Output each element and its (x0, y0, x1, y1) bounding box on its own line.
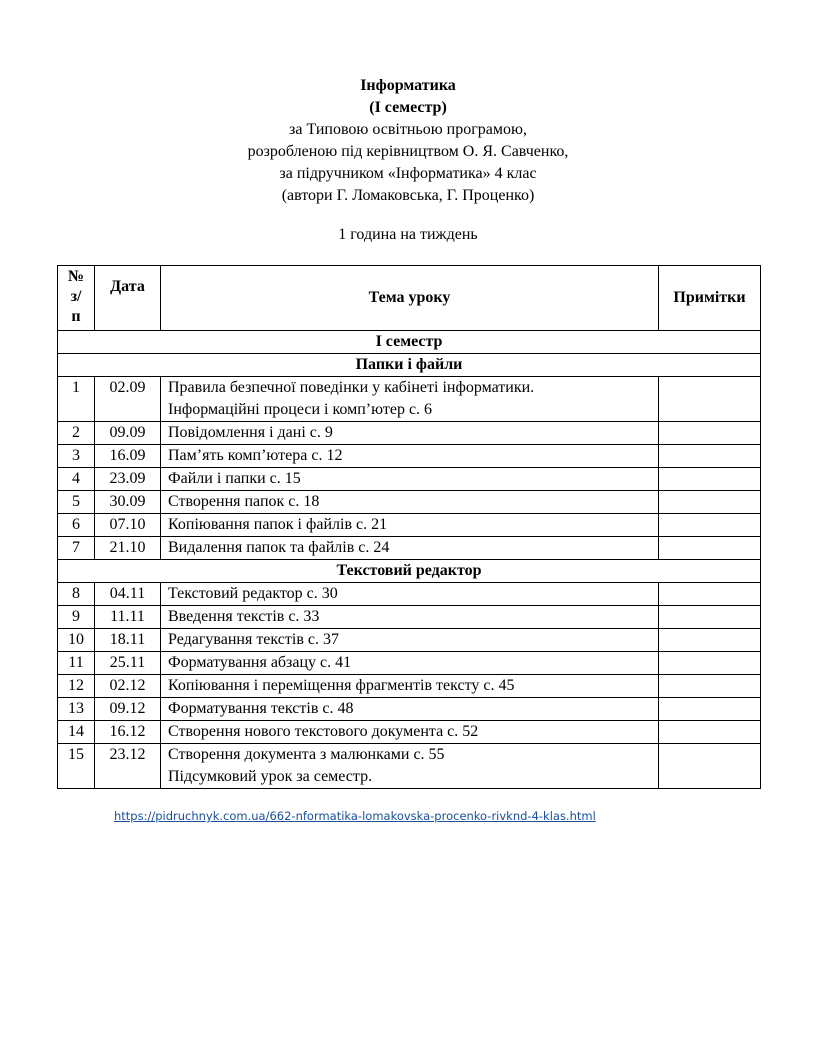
lesson-topic (161, 721, 659, 744)
lesson-topic (161, 377, 659, 422)
lesson-date: 16.09 (95, 445, 161, 468)
column-header-topic: Тема уроку (161, 266, 659, 331)
lesson-number: 11 (58, 652, 95, 675)
lesson-notes (659, 445, 761, 468)
lesson-notes (659, 744, 761, 789)
lesson-topic-line: Створення нового текстового документа с. 52 (168, 723, 479, 740)
lesson-number: 7 (58, 537, 95, 560)
table-row (58, 583, 761, 606)
lesson-topic-line: Копіювання папок і файлів с. 21 (168, 516, 388, 533)
lesson-date: 25.11 (95, 652, 161, 675)
lesson-topic (161, 468, 659, 491)
hours-line: 1 година на тиждень (338, 226, 478, 243)
table-row (58, 468, 761, 491)
table-row (58, 445, 761, 468)
lesson-notes (659, 468, 761, 491)
lesson-notes (659, 698, 761, 721)
lesson-topic (161, 675, 659, 698)
lesson-notes (659, 491, 761, 514)
table-row (58, 698, 761, 721)
source-link[interactable]: https://pidruchnyk.com.ua/662-nformatika-lomakovska-procenko-rivknd-4-klas.html (114, 809, 596, 823)
lesson-number: 5 (58, 491, 95, 514)
lesson-date: 18.11 (95, 629, 161, 652)
table-row (58, 744, 761, 789)
table-row (58, 377, 761, 422)
lesson-number: 14 (58, 721, 95, 744)
lesson-topic-line: Текстовий редактор с. 30 (168, 585, 338, 602)
lesson-notes (659, 675, 761, 698)
lesson-notes (659, 514, 761, 537)
lesson-topic (161, 606, 659, 629)
lesson-topic (161, 422, 659, 445)
lesson-topic (161, 629, 659, 652)
lesson-topic (161, 583, 659, 606)
lesson-date: 07.10 (95, 514, 161, 537)
lesson-date: 30.09 (95, 491, 161, 514)
column-header-number: № з/ п (58, 266, 95, 331)
lesson-topic-line: Копіювання і переміщення фрагментів тексту с. 45 (168, 677, 515, 694)
lesson-notes (659, 721, 761, 744)
lesson-notes (659, 629, 761, 652)
table-row (58, 721, 761, 744)
table-row (58, 514, 761, 537)
table-row (58, 537, 761, 560)
lesson-topic (161, 537, 659, 560)
table-row (58, 675, 761, 698)
column-header-date: Дата (95, 266, 161, 331)
authors-line: (автори Г. Ломаковська, Г. Проценко) (281, 187, 535, 204)
semester-row (58, 331, 761, 354)
doc-semester: (І семестр) (369, 99, 447, 116)
lesson-number: 13 (58, 698, 95, 721)
lesson-topic (161, 445, 659, 468)
lesson-topic (161, 652, 659, 675)
lesson-topic-line: Підсумковий урок за семестр. (168, 768, 373, 785)
lesson-number: 12 (58, 675, 95, 698)
lesson-topic-line: Редагування текстів с. 37 (168, 631, 339, 648)
program-line: за Типовою освітньою програмою, (289, 121, 527, 138)
lesson-topic-line: Створення документа з малюнками с. 55 (168, 746, 445, 763)
lesson-number: 6 (58, 514, 95, 537)
table-header-row (58, 266, 761, 331)
lesson-topic-line: Правила безпечної поведінки у кабінеті інформатики. (168, 379, 535, 396)
lesson-number: 2 (58, 422, 95, 445)
lesson-topic-line: Інформаційні процеси і комп’ютер с. 6 (168, 401, 433, 418)
lesson-number: 15 (58, 744, 95, 789)
doc-title: Інформатика (360, 77, 456, 94)
lesson-date: 02.12 (95, 675, 161, 698)
lesson-date: 09.09 (95, 422, 161, 445)
lesson-number: 10 (58, 629, 95, 652)
table-row (58, 606, 761, 629)
section-row (58, 354, 761, 377)
lesson-topic (161, 744, 659, 789)
lesson-topic-line: Форматування текстів с. 48 (168, 700, 354, 717)
lesson-notes (659, 537, 761, 560)
lesson-topic (161, 491, 659, 514)
lesson-topic-line: Створення папок с. 18 (168, 493, 320, 510)
lesson-date: 09.12 (95, 698, 161, 721)
lesson-topic-line: Видалення папок та файлів с. 24 (168, 539, 390, 556)
lesson-notes (659, 583, 761, 606)
lesson-date: 16.12 (95, 721, 161, 744)
table-row (58, 652, 761, 675)
lesson-number: 9 (58, 606, 95, 629)
lesson-number: 4 (58, 468, 95, 491)
semester-label: І семестр (58, 331, 761, 354)
section-row (58, 560, 761, 583)
lesson-topic (161, 514, 659, 537)
table-row (58, 629, 761, 652)
lesson-date: 04.11 (95, 583, 161, 606)
lesson-notes (659, 652, 761, 675)
lesson-number: 1 (58, 377, 95, 422)
lesson-notes (659, 606, 761, 629)
table-row (58, 491, 761, 514)
lesson-date: 11.11 (95, 606, 161, 629)
author-line: розробленою під керівництвом О. Я. Савченко, (247, 143, 569, 160)
section-title: Папки і файли (58, 354, 761, 377)
lesson-topic-line: Форматування абзацу с. 41 (168, 654, 352, 671)
column-header-notes: Примітки (659, 266, 761, 331)
lesson-number: 8 (58, 583, 95, 606)
lesson-topic-line: Файли і папки с. 15 (168, 470, 301, 487)
textbook-line: за підручником «Інформатика» 4 клас (279, 165, 537, 182)
lesson-plan-table (57, 265, 761, 789)
lesson-topic (161, 698, 659, 721)
lesson-topic-line: Введення текстів с. 33 (168, 608, 320, 625)
lesson-date: 21.10 (95, 537, 161, 560)
lesson-topic-line: Пам’ять комп’ютера с. 12 (168, 447, 343, 464)
lesson-date: 02.09 (95, 377, 161, 422)
lesson-date: 23.09 (95, 468, 161, 491)
table-row (58, 422, 761, 445)
lesson-date: 23.12 (95, 744, 161, 789)
lesson-topic-line: Повідомлення і дані с. 9 (168, 424, 333, 441)
lesson-notes (659, 422, 761, 445)
section-title: Текстовий редактор (58, 560, 761, 583)
lesson-number: 3 (58, 445, 95, 468)
lesson-notes (659, 377, 761, 422)
